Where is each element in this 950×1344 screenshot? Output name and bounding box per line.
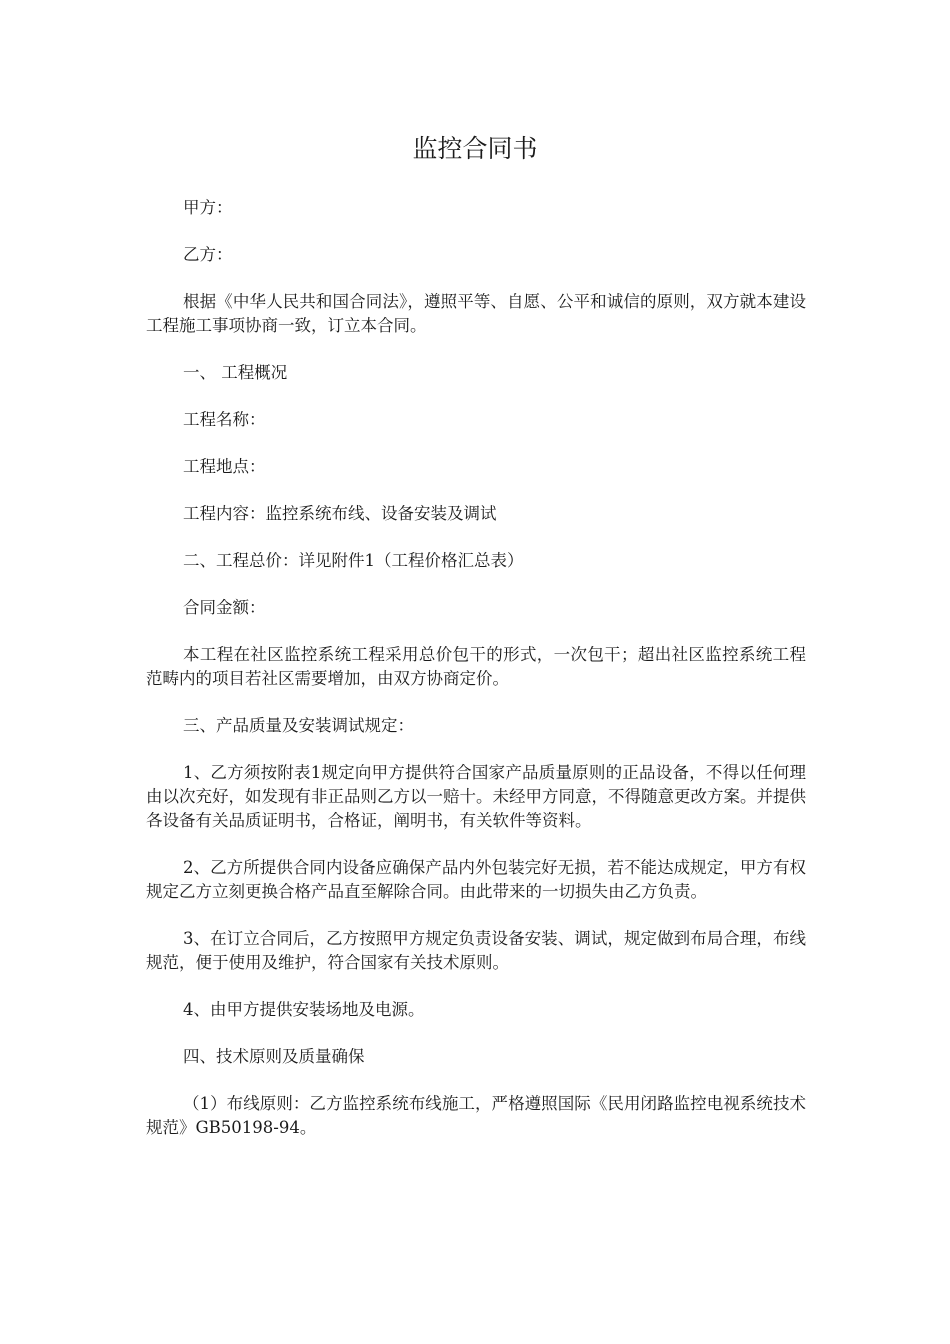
- section-1-heading: 一、 工程概况: [183, 363, 288, 382]
- preamble-paragraph: 根据《中华人民共和国合同法》，遵照平等、自愿、公平和诚信的原则，双方就本建设工程施工事项协商一致，订立本合同。: [146, 292, 806, 335]
- pricing-paragraph: 本工程在社区监控系统工程采用总价包干的形式，一次包干；超出社区监控系统工程范畴内的项目若社区需要增加，由双方协商定价。: [146, 645, 806, 688]
- project-name-line: 工程名称：: [183, 410, 266, 429]
- project-location-line: 工程地点：: [183, 457, 266, 476]
- contract-amount-line: 合同金额：: [183, 598, 266, 617]
- section-3-heading: 三、产品质量及安装调试规定：: [183, 716, 414, 735]
- clause-3-1: 1、乙方须按附表1规定向甲方提供符合国家产品质量原则的正品设备，不得以任何理由以次充好，如发现有非正品则乙方以一赔十。未经甲方同意，不得随意更改方案。并提供各设备有关品质证明书，合格证，阐明书，有关软件等资料。: [146, 763, 806, 830]
- document-body: [146, 196, 806, 1163]
- clause-3-2: 2、乙方所提供合同内设备应确保产品内外包装完好无损，若不能达成规定，甲方有权规定乙方立刻更换合格产品直至解除合同。由此带来的一切损失由乙方负责。: [146, 858, 806, 901]
- document-title: 监控合同书: [412, 134, 538, 163]
- project-content-line: 工程内容：监控系统布线、设备安装及调试: [183, 504, 497, 523]
- section-4-heading: 四、技术原则及质量确保: [183, 1047, 365, 1066]
- party-a-line: 甲方：: [183, 198, 233, 217]
- clause-3-4: 4、由甲方提供安装场地及电源。: [183, 1000, 425, 1019]
- section-2-heading: 二、工程总价：详见附件1（工程价格汇总表）: [183, 551, 524, 570]
- clause-4-1: （1）布线原则：乙方监控系统布线施工，严格遵照国际《民用闭路监控电视系统技术规范》GB50198-94。: [146, 1094, 806, 1137]
- party-b-line: 乙方：: [183, 245, 233, 264]
- clause-3-3: 3、在订立合同后，乙方按照甲方规定负责设备安装、调试，规定做到布局合理，布线规范，便于使用及维护，符合国家有关技术原则。: [146, 929, 806, 972]
